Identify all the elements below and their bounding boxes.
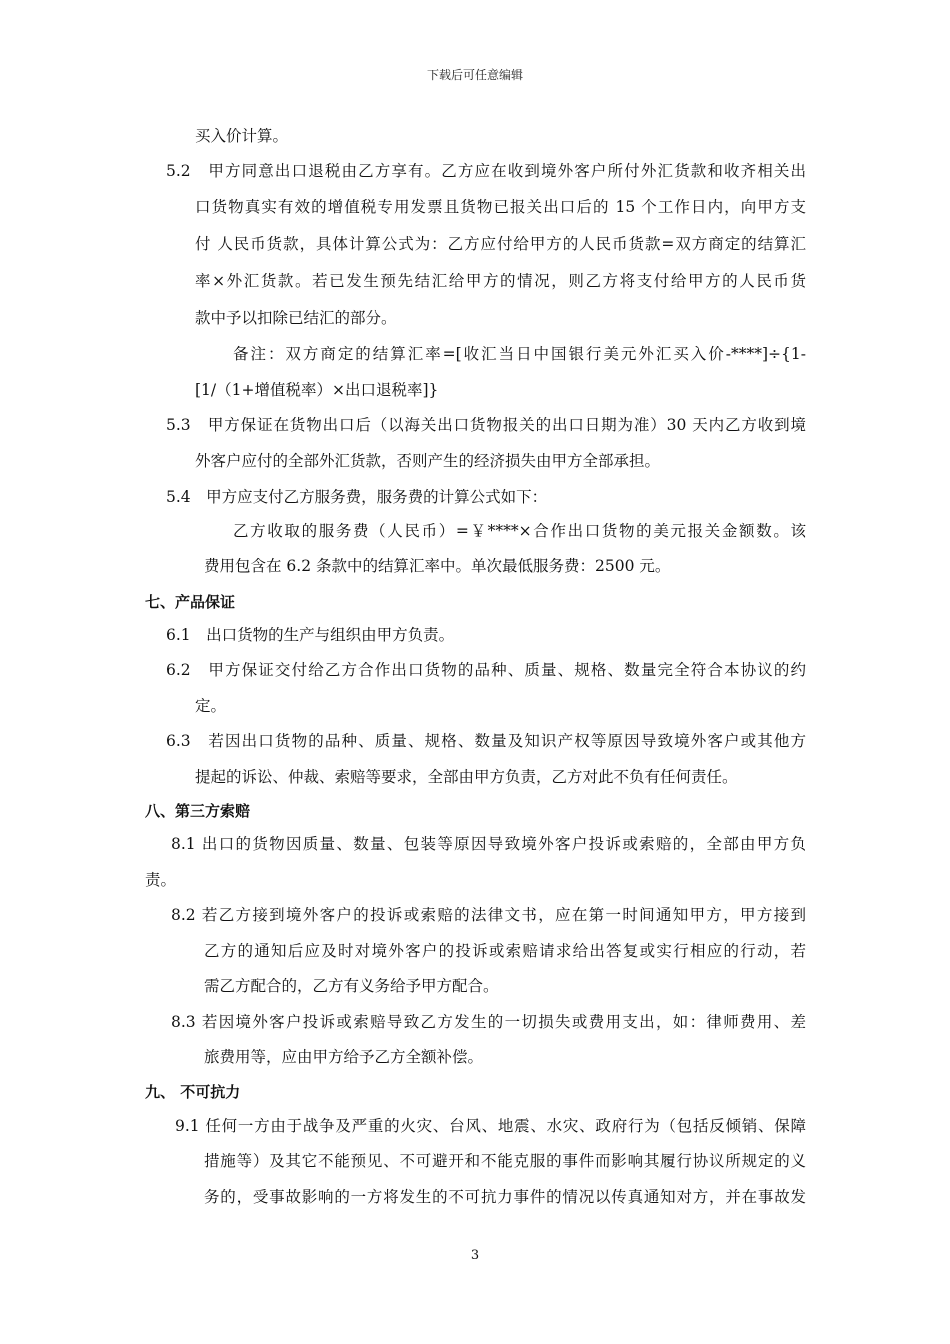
section-heading-7: 七、产品保证 [145,593,236,611]
text-line: 款中予以扣除已结汇的部分。 [195,309,397,327]
clause-6-1: 6.1 出口货物的生产与组织由甲方负责。 [166,626,455,644]
clause-8-2: 8.2 若乙方接到境外客户的投诉或索赔的法律文书，应在第一时间通知甲方，甲方接到 [171,906,806,924]
page-number: 3 [470,1248,480,1263]
remark-line: 备注：双方商定的结算汇率=[收汇当日中国银行美元外汇买入价-****]÷{1- [233,345,806,363]
text-line: 费用包含在 6.2 条款中的结算汇率中。单次最低服务费：2500 元。 [204,557,671,575]
page-header: 下载后可任意编辑 [426,68,523,82]
clause-8-3: 8.3 若因境外客户投诉或索赔导致乙方发生的一切损失或费用支出，如：律师费用、差 [171,1013,806,1031]
text-line: 旅费用等，应由甲方给予乙方全额补偿。 [204,1048,484,1066]
clause-6-3: 6.3 若因出口货物的品种、质量、规格、数量及知识产权等原因导致境外客户或其他方 [166,732,806,750]
clause-9-1: 9.1 任何一方由于战争及严重的火灾、台风、地震、水灾、政府行为（包括反倾销、保障 [175,1117,806,1135]
text-line: 务的，受事故影响的一方将发生的不可抗力事件的情况以传真通知对方，并在事故发 [204,1188,806,1206]
text-line: [1/（1+增值税率）×出口退税率]} [195,381,439,399]
text-line: 定。 [195,697,227,715]
text-line: 提起的诉讼、仲裁、索赔等要求，全部由甲方负责，乙方对此不负有任何责任。 [195,768,738,786]
clause-8-1: 8.1 出口的货物因质量、数量、包装等原因导致境外客户投诉或索赔的，全部由甲方负 [171,835,806,853]
clause-5-4: 5.4 甲方应支付乙方服务费，服务费的计算公式如下： [166,488,548,506]
text-line: 付 人民币货款，具体计算公式为：乙方应付给甲方的人民币货款=双方商定的结算汇 [195,235,806,253]
clause-6-2: 6.2 甲方保证交付给乙方合作出口货物的品种、质量、规格、数量完全符合本协议的约 [166,661,806,679]
text-line: 乙方收取的服务费（人民币）=￥****×合作出口货物的美元报关金额数。该 [233,522,806,540]
text-line: 需乙方配合的，乙方有义务给予甲方配合。 [204,977,499,995]
text-line: 率×外汇货款。若已发生预先结汇给甲方的情况，则乙方将支付给甲方的人民币货 [195,272,806,290]
clause-5-2: 5.2 甲方同意出口退税由乙方享有。乙方应在收到境外客户所付外汇货款和收齐相关出 [166,162,806,180]
section-heading-8: 八、第三方索赔 [145,802,251,820]
text-line: 口货物真实有效的增值税专用发票且货物已报关出口后的 15 个工作日内，向甲方支 [195,198,806,216]
text-line: 外客户应付的全部外汇货款，否则产生的经济损失由甲方全部承担。 [195,452,661,470]
clause-5-3: 5.3 甲方保证在货物出口后（以海关出口货物报关的出口日期为准）30 天内乙方收到境 [166,416,806,434]
section-heading-9: 九、 不可抗力 [145,1083,241,1101]
text-line: 措施等）及其它不能预见、不可避开和不能克服的事件而影响其履行协议所规定的义 [204,1152,806,1170]
text-line: 买入价计算。 [195,127,289,145]
text-line: 乙方的通知后应及时对境外客户的投诉或索赔请求给出答复或实行相应的行动，若 [204,942,806,960]
text-line: 责。 [145,871,177,889]
